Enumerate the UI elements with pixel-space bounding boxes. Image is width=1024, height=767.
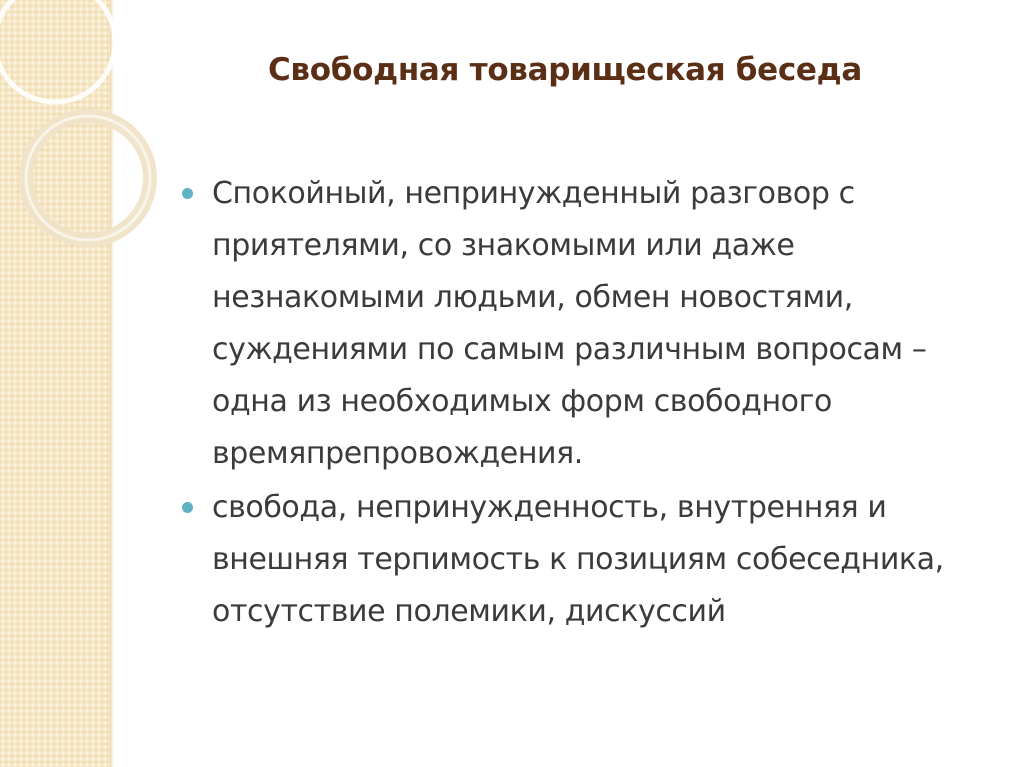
list-item [182, 482, 992, 638]
bullet-dot-icon [182, 188, 193, 199]
bullet-list [182, 168, 992, 638]
bullet-dot-icon [182, 502, 193, 513]
slide-title: Свободная товарищеская беседа [267, 52, 863, 88]
list-item [182, 168, 992, 480]
bullet-text: Спокойный, непринужденный разговор с приятелями, со знакомыми или даже незнакомыми людьми, обмен новостями, суждениями по самым различным вопросам – одна из необходимых форм свободного времяпрепровождения. [212, 176, 927, 471]
decorative-circles [0, 0, 140, 300]
bullet-text: свобода, непринужденность, внутренняя и внешняя терпимость к позициям собеседника, отсутствие полемики, дискуссий [212, 490, 944, 629]
